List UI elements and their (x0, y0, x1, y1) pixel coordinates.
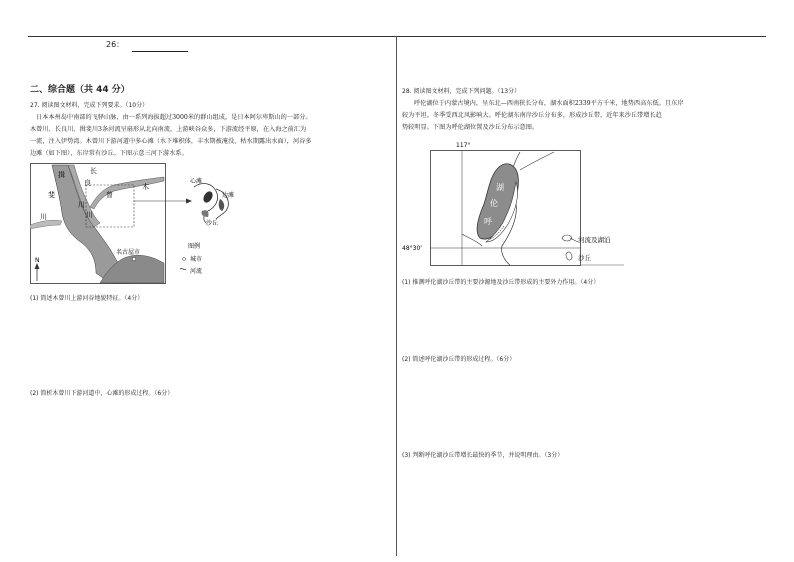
lake-char-2: 伦 (490, 199, 498, 208)
longitude-label: 117° (456, 142, 471, 149)
legend-dune: 沙丘 (578, 254, 591, 262)
q27-passage-line-4: 边滩（如下图），东岸常有沙丘。下图示意三河下游水系。 (30, 150, 188, 157)
lake-char-1: 湖 (496, 183, 504, 192)
legend-city: 城市 (190, 256, 203, 263)
legend-river-lake: 河流及湖泊 (578, 236, 611, 244)
river-label-4: 长 (90, 167, 97, 175)
river-system-map (30, 163, 236, 285)
legend-title: 图例 (188, 243, 201, 250)
q28-passage-line-2: 较为平坦。冬季受西北风影响大。呼伦湖东南岸沙丘分布多，形成沙丘带，近年来沙丘带增长趋 (402, 112, 662, 119)
hulun-lake-map (402, 138, 632, 270)
legend-river: 河流 (190, 268, 203, 275)
river-label-2: 斐 (48, 191, 55, 199)
q28-sub3: (3) 判断呼伦湖沙丘带增长最快的季节，并说明理由。（3分） (402, 452, 564, 459)
nagoya-city-marker (132, 257, 136, 261)
answer-number: 26： (106, 40, 125, 49)
q28-passage-line-1: 呼伦湖位于内蒙古境内，呈东北—西南狭长分布，湖水面积2339平方千米，地势西高东低。且东岸 (414, 100, 684, 107)
section-title: 二、综合题（共 44 分） (30, 85, 130, 95)
river-label-7: 木 (142, 183, 149, 191)
north-label: N (35, 257, 40, 264)
q28-passage-line-3: 势较明显。下图为呼伦湖位置及沙丘分布示意图。 (402, 124, 539, 131)
river-label-3: 川 (40, 213, 47, 221)
inset-label-3: 沙丘 (206, 220, 219, 227)
inset-label-2: 边滩 (222, 192, 235, 199)
river-label-9: 川 (86, 211, 93, 219)
q27-sub1: (1) 简述木曾川上游河谷地貌特征。（4分） (30, 295, 144, 302)
city-label: 名古屋市 (116, 249, 141, 256)
answer-blank-line[interactable] (132, 51, 188, 52)
q27-passage-line-3: 一流，注入伊势湾。木曾川下游河道中多心滩（水下堆积体，丰水期被淹没，枯水期露出水面），河谷多 (30, 138, 312, 145)
q28-sub2: (2) 简述呼伦湖沙丘带的形成过程。（6分） (402, 356, 516, 363)
q28-sub1: (1) 推测呼伦湖沙丘带的主要沙源地及沙丘带形成的主要外力作用。（4分） (402, 279, 600, 286)
q27-sub2: (2) 简析木曾川下游河道中，心滩的形成过程。（6分） (30, 390, 174, 397)
river-label-6: 川 (78, 201, 85, 209)
q28-stem: 28. 阅读图文材料，完成下列问题。（13分） (402, 88, 521, 95)
column-divider (396, 36, 397, 556)
inset-label-1: 心滩 (190, 178, 203, 185)
q27-passage-line-2: 木曾川、长良川、揖斐川3条河流呈扇形从北向南流，上游峡谷众多，下游流经平原，在入海之前汇为 (30, 126, 307, 133)
lake-char-3: 呼 (484, 217, 492, 226)
latitude-label: 48°30' (402, 245, 422, 252)
top-rule (28, 36, 766, 37)
river-label-1: 揖 (58, 171, 65, 179)
q27-passage-line-1: 日本本州岛中南部的飞驿山脉，由一系列海拔超过3000米的群山组成，是日本阿尔卑斯山的一部分。 (36, 114, 312, 121)
river-label-5: 良 (84, 179, 91, 187)
q27-stem: 27. 阅读图文材料，完成下列要求。（10分） (30, 102, 149, 109)
river-label-8: 曾 (106, 191, 113, 199)
